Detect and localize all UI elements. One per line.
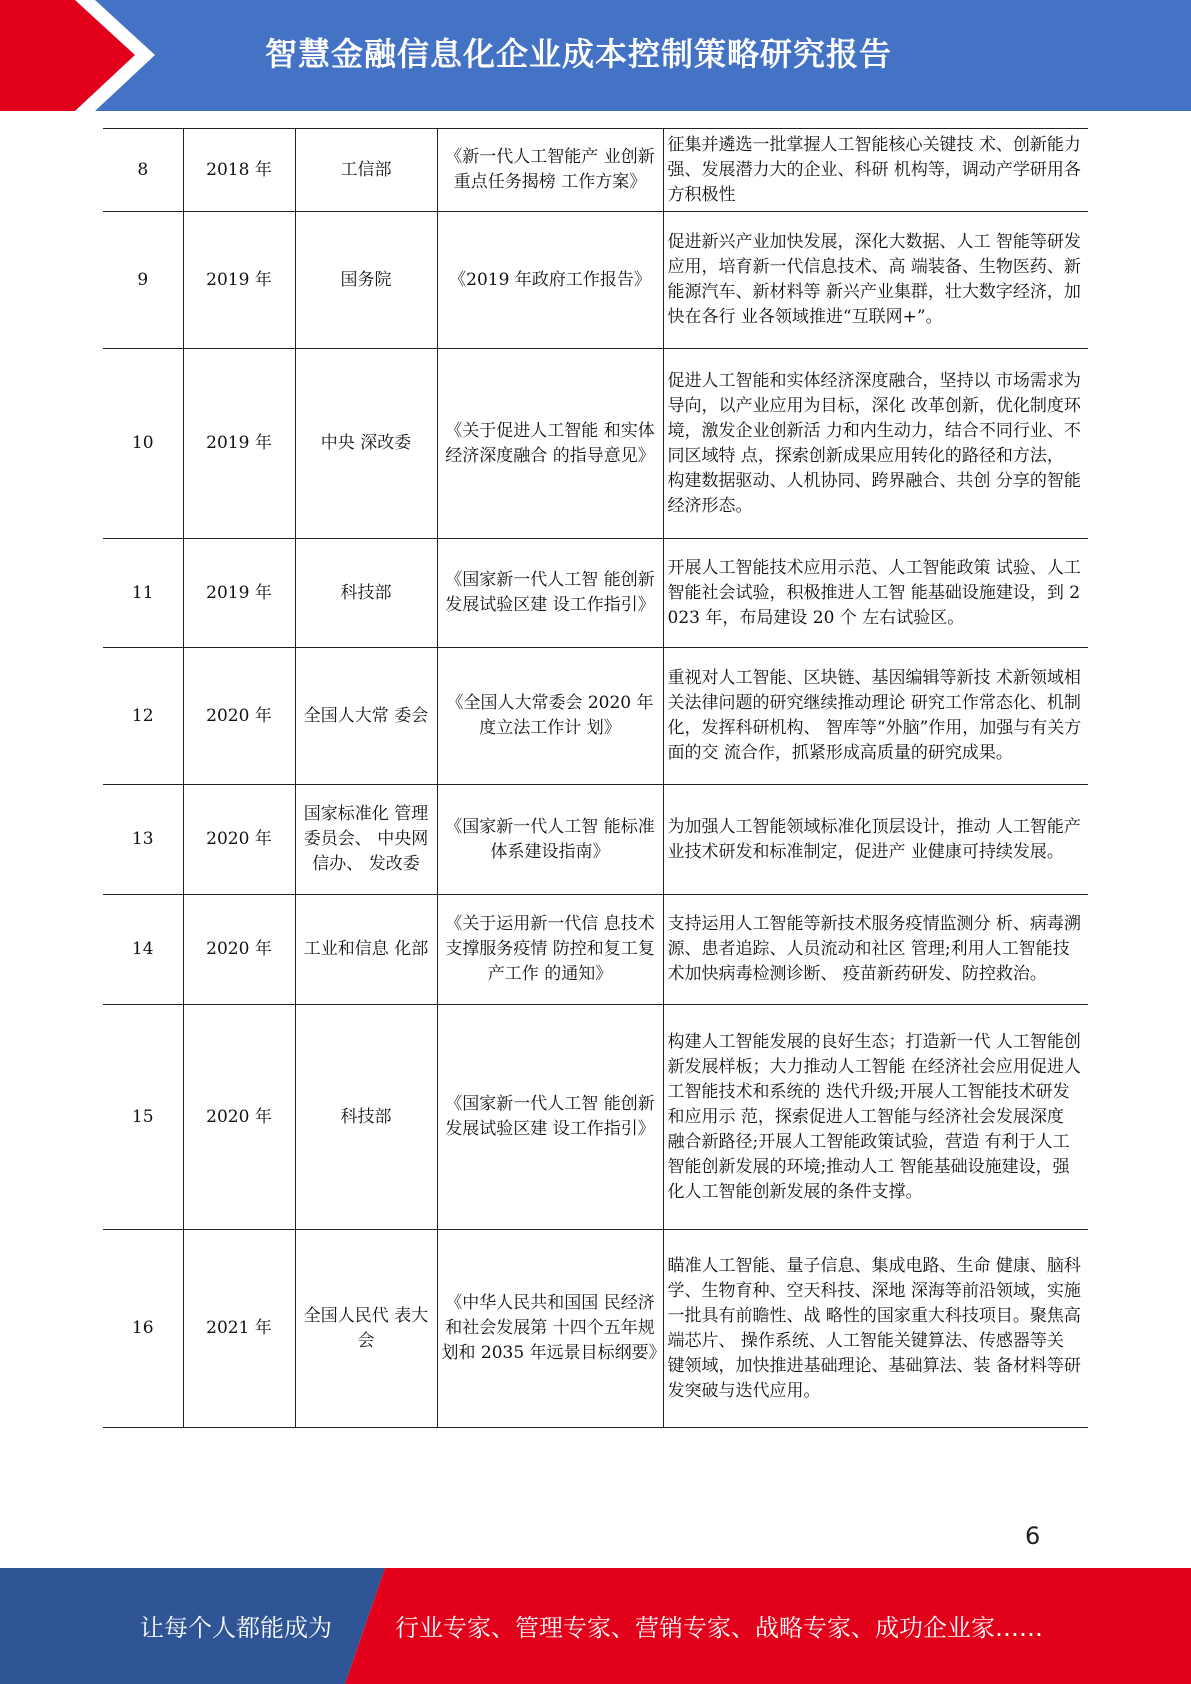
row-year: 2018 年 <box>183 129 295 212</box>
row-number: 10 <box>103 349 183 539</box>
table-row <box>103 539 1088 648</box>
row-year: 2019 年 <box>183 539 295 648</box>
row-description: 促进人工智能和实体经济深度融合，坚持以 市场需求为导向，以产业应用为目标，深化 改革创新，优化制度环境，激发企业创新活 力和内生动力，结合不同行业、不同区域特 点，探索创新成果应用转化的路径和方法， 构建数据驱动、人机协同、跨界融合、共创 分享的智能经济形态。 <box>663 349 1088 539</box>
row-year: 2020 年 <box>183 648 295 785</box>
table-row <box>103 349 1088 539</box>
row-document: 《国家新一代人工智 能标准体系建设指南》 <box>437 785 663 895</box>
row-department: 全国人大常 委会 <box>295 648 437 785</box>
row-department: 科技部 <box>295 1005 437 1230</box>
row-year: 2019 年 <box>183 212 295 349</box>
row-document: 《2019 年政府工作报告》 <box>437 212 663 349</box>
row-year: 2021 年 <box>183 1230 295 1428</box>
row-description: 构建人工智能发展的良好生态；打造新一代 人工智能创新发展样板；大力推动人工智能 在经济社会应用促进人工智能技术和系统的 迭代升级;开展人工智能技术研发和应用示 范，探索促进人工智能与经济社会发展深度 融合新路径;开展人工智能政策试验，营造 有利于人工智能创新发展的环境;推动人工 智能基础设施建设，强化人工智能创新发展的条件支撑。 <box>663 1005 1088 1230</box>
row-year: 2020 年 <box>183 1005 295 1230</box>
row-number: 15 <box>103 1005 183 1230</box>
row-department: 国家标准化 管理委员会、 中央网信办、 发改委 <box>295 785 437 895</box>
row-department: 科技部 <box>295 539 437 648</box>
row-description: 支持运用人工智能等新技术服务疫情监测分 析、病毒溯源、患者追踪、人员流动和社区 管理;利用人工智能技术加快病毒检测诊断、 疫苗新药研发、防控救治。 <box>663 895 1088 1005</box>
table-row <box>103 1005 1088 1230</box>
row-document: 《国家新一代人工智 能创新发展试验区建 设工作指引》 <box>437 539 663 648</box>
document-title: 智慧金融信息化企业成本控制策略研究报告 <box>265 35 893 73</box>
row-document: 《国家新一代人工智 能创新发展试验区建 设工作指引》 <box>437 1005 663 1230</box>
row-year: 2020 年 <box>183 785 295 895</box>
row-description: 为加强人工智能领域标准化顶层设计，推动 人工智能产业技术研发和标准制定，促进产 业健康可持续发展。 <box>663 785 1088 895</box>
row-department: 全国人民代 表大会 <box>295 1230 437 1428</box>
table-row <box>103 212 1088 349</box>
footer-slogan-right: 行业专家、管理专家、营销专家、战略专家、成功企业家…… <box>395 1614 1043 1642</box>
row-description: 开展人工智能技术应用示范、人工智能政策 试验、人工智能社会试验，积极推进人工智 能基础设施建设，到 2023 年，布局建设 20 个 左右试验区。 <box>663 539 1088 648</box>
row-department: 国务院 <box>295 212 437 349</box>
table-row <box>103 1230 1088 1428</box>
row-department: 工信部 <box>295 129 437 212</box>
row-description: 促进新兴产业加快发展，深化大数据、人工 智能等研发应用，培育新一代信息技术、高 端装备、生物医药、新能源汽车、新材料等 新兴产业集群，壮大数字经济，加快在各行 业各领域推进“互联网+”。 <box>663 212 1088 349</box>
row-number: 9 <box>103 212 183 349</box>
row-department: 中央 深改委 <box>295 349 437 539</box>
page-header <box>0 0 1191 111</box>
row-document: 《关于运用新一代信 息技术支撑服务疫情 防控和复工复产工作 的通知》 <box>437 895 663 1005</box>
row-department: 工业和信息 化部 <box>295 895 437 1005</box>
page-number: 6 <box>1025 1522 1041 1550</box>
row-number: 8 <box>103 129 183 212</box>
row-number: 11 <box>103 539 183 648</box>
row-document: 《全国人大常委会 2020 年度立法工作计 划》 <box>437 648 663 785</box>
row-year: 2020 年 <box>183 895 295 1005</box>
header-arrow-decoration <box>0 0 200 111</box>
row-number: 16 <box>103 1230 183 1428</box>
row-number: 12 <box>103 648 183 785</box>
row-document: 《关于促进人工智能 和实体经济深度融合 的指导意见》 <box>437 349 663 539</box>
row-description: 征集并遴选一批掌握人工智能核心关键技 术、创新能力强、发展潜力大的企业、科研 机构等，调动产学研用各方积极性 <box>663 129 1088 212</box>
row-year: 2019 年 <box>183 349 295 539</box>
table-row <box>103 785 1088 895</box>
table-row <box>103 129 1088 212</box>
footer-slogan-left: 让每个人都能成为 <box>140 1614 332 1642</box>
row-number: 14 <box>103 895 183 1005</box>
row-number: 13 <box>103 785 183 895</box>
row-document: 《新一代人工智能产 业创新重点任务揭榜 工作方案》 <box>437 129 663 212</box>
row-description: 重视对人工智能、区块链、基因编辑等新技 术新领域相关法律问题的研究继续推动理论 研究工作常态化、机制化，发挥科研机构、 智库等“外脑”作用，加强与有关方面的交 流合作，抓紧形成高质量的研究成果。 <box>663 648 1088 785</box>
policy-table <box>103 128 1088 1428</box>
table-row <box>103 895 1088 1005</box>
row-description: 瞄准人工智能、量子信息、集成电路、生命 健康、脑科学、生物育种、空天科技、深地 深海等前沿领域，实施一批具有前瞻性、战 略性的国家重大科技项目。聚焦高端芯片、 操作系统、人工智能关键算法、传感器等关 键领域，加快推进基础理论、基础算法、装 备材料等研发突破与迭代应用。 <box>663 1230 1088 1428</box>
row-document: 《中华人民共和国国 民经济和社会发展第 十四个五年规划和 2035 年远景目标纲要》 <box>437 1230 663 1428</box>
table-row <box>103 648 1088 785</box>
